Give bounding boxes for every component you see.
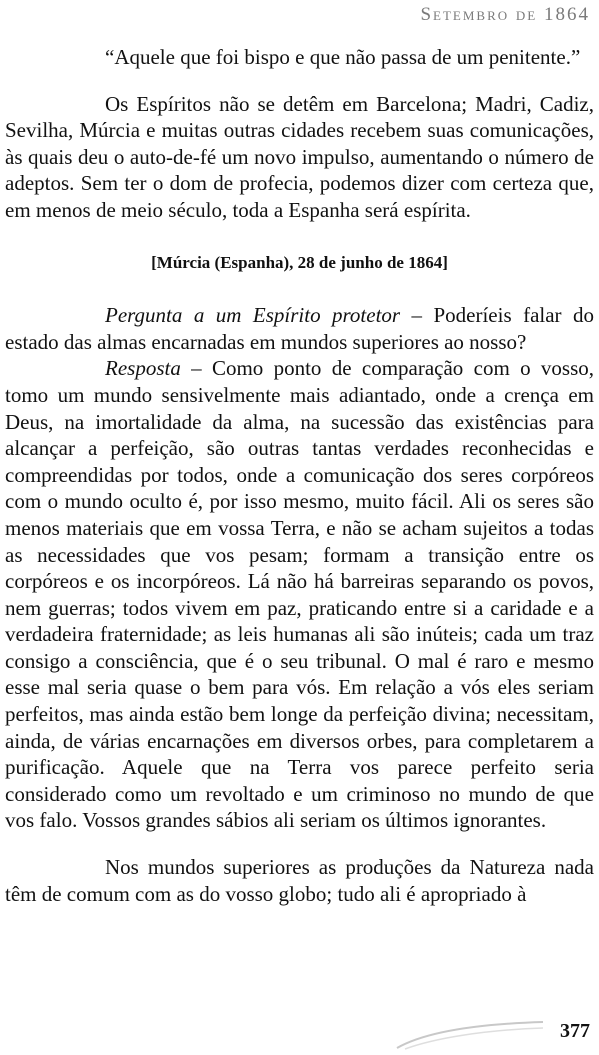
nature-paragraph: Nos mundos superiores as produções da Natureza nada têm de comum com as do vosso globo; tudo ali é apropriado à: [5, 855, 594, 906]
running-head: Setembro de 1864: [420, 4, 590, 25]
question-paragraph: [5, 302, 594, 355]
answer-label: Resposta: [105, 356, 181, 381]
footer-ornament: [395, 1018, 545, 1052]
page-number: 377: [560, 1020, 590, 1042]
message-heading: [Múrcia (Espanha), 28 de junho de 1864]: [151, 252, 448, 272]
question-text: – Poderíeis falar do estado das almas encarnadas em mundos superiores ao nosso?: [5, 303, 594, 354]
question-label: Pergunta a um Espírito protetor: [105, 303, 401, 328]
answer-paragraph: [5, 355, 594, 834]
body-text: [5, 44, 594, 907]
answer-text: – Como ponto de comparação com o vosso, tomo um mundo sensivelmente mais adiantado, onde a crença em Deus, na imortalidade da alma, na sucessão das existências para alcançar a perfeição, são outras tantas verdades reconhecidas e compreendidas por todos, onde a comunicação dos seres corpóreos com o mundo oculto é, por isso mesmo, muito fácil. Ali os seres são menos materiais que em vossa Terra, e não se acham sujeitos a todas as necessidades que vos pesam; formam a transição entre os corpóreos e os incorpóreos. Lá não há barreiras separando os povos, nem guerras; todos vivem em paz, praticando entre si a caridade e a verdadeira fraternidade; as leis humanas ali são inúteis; cada um traz consigo a consciência, que é o seu tribunal. O mal é raro e mesmo esse mal seria quase o bem para vós. Em relação a vós eles seriam perfeitos, mas ainda estão bem longe da perfeição divina; necessitam, ainda, de várias encarnações em diversos orbes, para completarem a purificação. Aquele que na Terra vos parece perfeito seria considerado como um revoltado e um criminoso no mundo de que vos falo. Vossos grandes sábios ali seriam os últimos ignorantes.: [5, 356, 594, 833]
quote-paragraph: “Aquele que foi bispo e que não passa de um penitente.”: [105, 45, 581, 69]
spain-paragraph: Os Espíritos não se detêm em Barcelona; Madri, Cadiz, Sevilha, Múrcia e muitas outras cidades recebem suas comunicações, às quais deu o auto-de-fé um novo impulso, aumentando o número de adeptos. Sem ter o dom de profecia, podemos dizer com certeza que, em menos de meio século, toda a Espanha será espírita.: [5, 91, 594, 222]
